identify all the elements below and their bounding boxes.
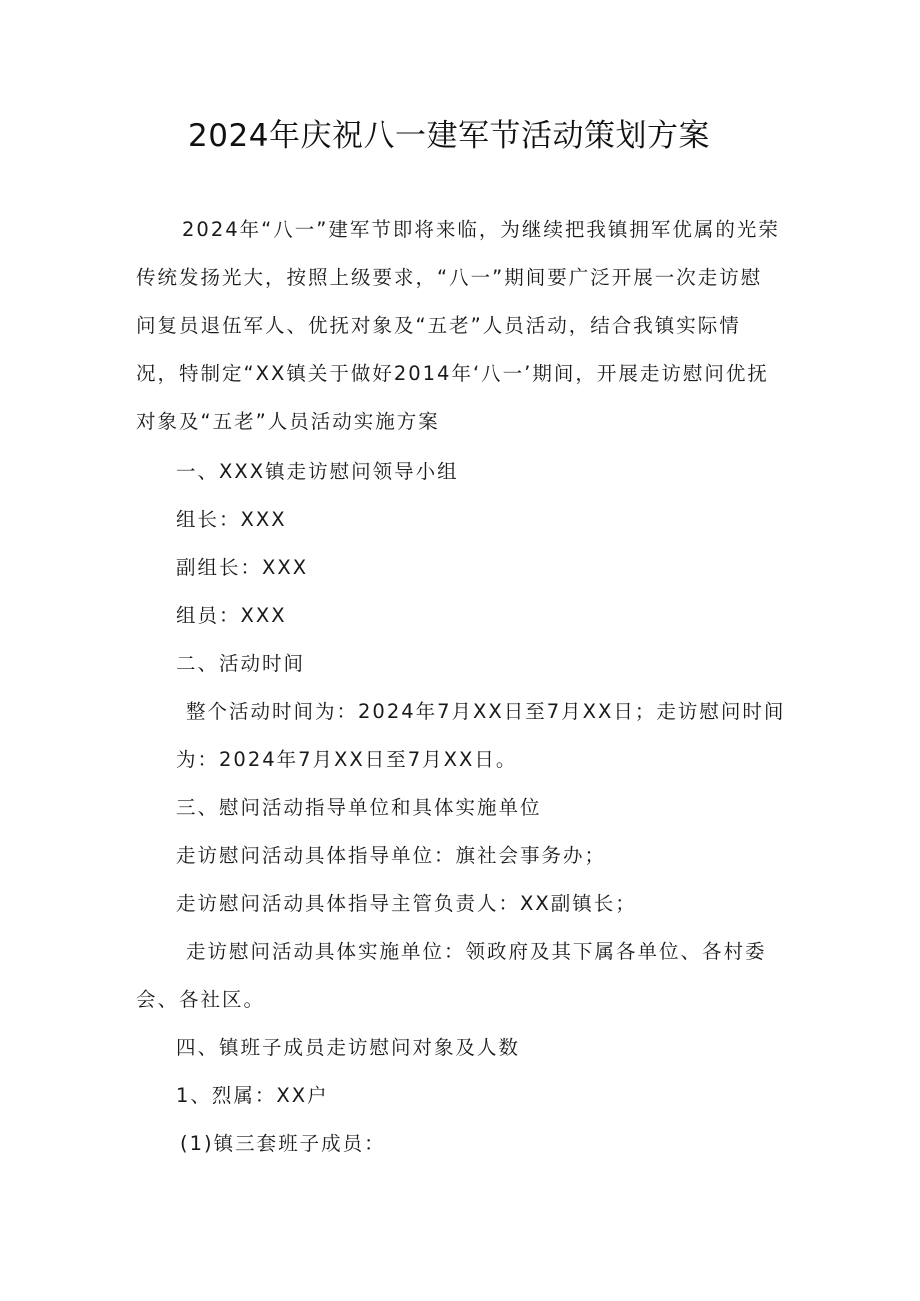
- responsible-person-line: 走访慰问活动具体指导主管负责人：XX副镇长；: [176, 892, 637, 915]
- intro-line-5: 对象及“五老”人员活动实施方案: [136, 410, 440, 433]
- martyr-family-line: 1、烈属：XX户: [176, 1084, 329, 1107]
- document-title: 2024年庆祝八一建军节活动策划方案: [188, 118, 710, 154]
- activity-time-line-2: 为：2024年7月XX日至7月XX日。: [176, 748, 518, 771]
- deputy-leader-line: 副组长：XXX: [176, 556, 309, 579]
- activity-time-line-1: 整个活动时间为：2024年7月XX日至7月XX日；走访慰问时间: [186, 700, 786, 723]
- guide-unit-line: 走访慰问活动具体指导单位：旗社会事务办；: [176, 844, 607, 867]
- implementation-unit-line-2: 会、各社区。: [136, 988, 266, 1011]
- intro-line-1: 2024年“八一”建军节即将来临，为继续把我镇拥军优属的光荣: [182, 218, 780, 241]
- intro-line-2: 传统发扬光大，按照上级要求，“八一”期间要广泛开展一次走访慰: [136, 266, 763, 289]
- section3-heading: 三、慰问活动指导单位和具体实施单位: [176, 796, 542, 819]
- member-line: 组员：XXX: [176, 604, 287, 627]
- subitem-line: (1)镇三套班子成员：: [180, 1132, 386, 1155]
- intro-line-4: 况，特制定“XX镇关于做好2014年‘八一’期间，开展走访慰问优抚: [136, 362, 769, 385]
- section2-heading: 二、活动时间: [176, 652, 306, 675]
- section1-heading: 一、XXX镇走访慰问领导小组: [176, 460, 459, 483]
- implementation-unit-line-1: 走访慰问活动具体实施单位：领政府及其下属各单位、各村委: [186, 940, 767, 963]
- section4-heading: 四、镇班子成员走访慰问对象及人数: [176, 1036, 521, 1059]
- leader-line: 组长：XXX: [176, 508, 287, 531]
- intro-line-3: 问复员退伍军人、优抚对象及“五老”人员活动，结合我镇实际情: [136, 314, 741, 337]
